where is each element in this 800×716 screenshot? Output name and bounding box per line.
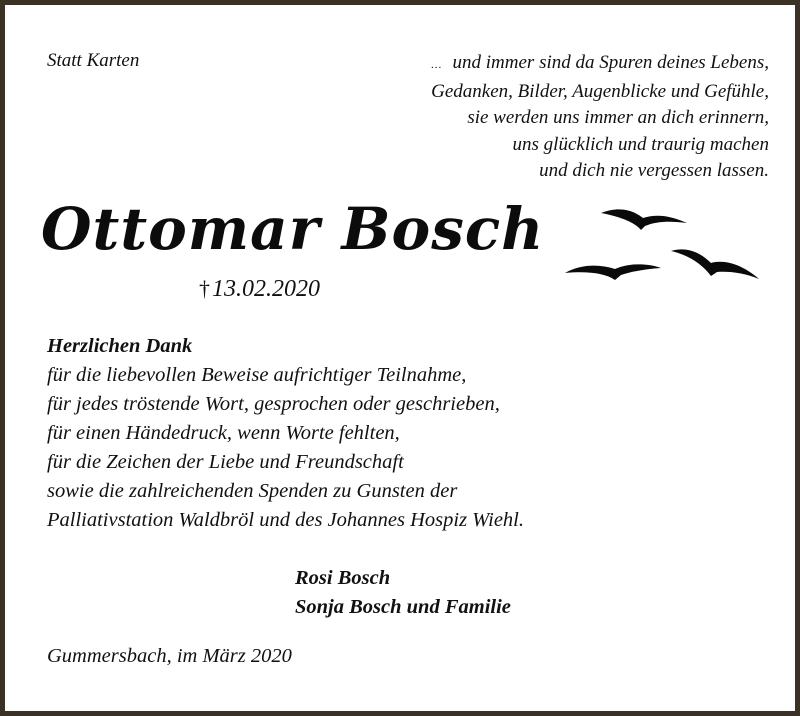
bird-icon <box>601 209 687 230</box>
thanks-line: für jedes tröstende Wort, gesprochen oder geschrieben, <box>47 393 500 415</box>
signature-name: Rosi Bosch <box>295 567 391 589</box>
thanks-line: Palliativstation Waldbröl und des Johannes Hospiz Wiehl. <box>47 509 524 531</box>
poem-line: und dich nie vergessen lassen. <box>539 160 769 181</box>
poem <box>269 50 769 185</box>
statt-karten-label: Statt Karten <box>47 50 140 71</box>
bird-icon <box>565 264 661 280</box>
death-date: 13.02.2020 <box>212 276 320 302</box>
poem-line-text: und immer sind da Spuren deines Lebens, <box>452 52 769 73</box>
bird-icon <box>671 249 759 279</box>
poem-ellipsis: ... <box>431 59 443 71</box>
cross-icon: † <box>199 276 210 301</box>
death-date-line <box>199 276 320 303</box>
poem-line: uns glücklich und traurig machen <box>512 133 769 155</box>
signatures <box>295 564 511 622</box>
place-and-date: Gummersbach, im März 2020 <box>47 645 292 667</box>
signature-name: Sonja Bosch und Familie <box>295 596 511 618</box>
thanks-heading: Herzlichen Dank <box>47 335 193 357</box>
poem-line <box>269 50 769 79</box>
thanks-line: sowie die zahlreichenden Spenden zu Gunsten der <box>47 480 458 502</box>
deceased-name: Ottomar Bosch <box>41 195 545 263</box>
thanks-line: für die Zeichen der Liebe und Freundschaft <box>47 451 404 473</box>
poem-line: sie werden uns immer an dich erinnern, <box>467 107 769 128</box>
thanks-line: für einen Händedruck, wenn Worte fehlten, <box>47 422 400 444</box>
poem-line: Gedanken, Bilder, Augenblicke und Gefühle, <box>431 80 769 102</box>
thanks-line: für die liebevollen Beweise aufrichtiger Teilnahme, <box>47 364 467 386</box>
thanks-block <box>47 332 524 535</box>
flying-birds-icon <box>561 201 767 291</box>
